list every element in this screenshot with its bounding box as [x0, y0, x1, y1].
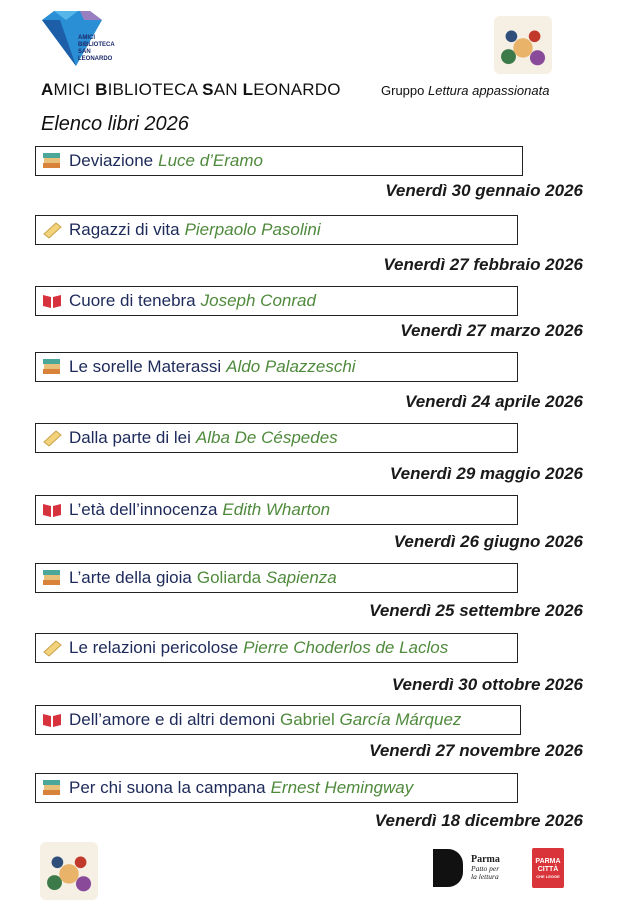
book-title: Dell’amore e di altri demoni [69, 710, 275, 729]
books-stack-icon [41, 357, 63, 377]
association-logo [40, 8, 115, 78]
reading-group-illustration [40, 842, 98, 900]
group-name: Gruppo Lettura appassionata [381, 83, 550, 98]
book-author: Ernest Hemingway [270, 778, 414, 797]
books-stack-icon [41, 568, 63, 588]
book-title: L’arte della gioia [69, 568, 192, 587]
book-author: Alba De Céspedes [195, 428, 338, 447]
book-title: L’età dell’innocenza [69, 500, 218, 519]
logo-text: LEONARDO [78, 56, 113, 62]
book-entry [35, 352, 518, 382]
book-title: Ragazzi di vita [69, 220, 180, 239]
scroll-icon [41, 428, 63, 448]
book-author: Aldo Palazzeschi [226, 357, 356, 376]
book-entry [35, 705, 521, 735]
book-title: Le relazioni pericolose [69, 638, 239, 657]
meeting-date: Venerdì 29 maggio 2026 [389, 464, 583, 483]
open-book-icon [41, 291, 63, 311]
organization-name: AMICI BIBLIOTECA SAN LEONARDO [41, 80, 341, 99]
parma-citta-che-legge-logo: PARMA CITTÀ CHE LEGGE [532, 848, 564, 888]
meeting-date: Venerdì 27 febbraio 2026 [383, 255, 583, 274]
meeting-date: Venerdì 18 dicembre 2026 [374, 811, 583, 830]
books-stack-icon [41, 778, 63, 798]
meeting-date: Venerdì 30 ottobre 2026 [391, 675, 583, 694]
book-entry [35, 423, 518, 453]
book-title: Dalla parte di lei [69, 428, 191, 447]
book-title: Cuore di tenebra [69, 291, 196, 310]
meeting-date: Venerdì 30 gennaio 2026 [385, 181, 583, 200]
book-entry [35, 773, 518, 803]
logo-text: SAN [78, 49, 91, 55]
books-stack-icon [41, 151, 63, 171]
open-book-icon [41, 710, 63, 730]
book-entry [35, 215, 518, 245]
logo-text: AMICI [78, 35, 95, 41]
meeting-date: Venerdì 25 settembre 2026 [369, 601, 583, 620]
meeting-date: Venerdì 27 marzo 2026 [400, 321, 583, 340]
meeting-date: Venerdì 26 giugno 2026 [393, 532, 583, 551]
book-title: Per chi suona la campana [69, 778, 266, 797]
meeting-date: Venerdì 27 novembre 2026 [369, 741, 583, 760]
parma-patto-lettura: Parma Patto per la lettura [471, 854, 500, 881]
book-title: Deviazione [69, 151, 154, 170]
scroll-icon [41, 220, 63, 240]
book-author: Luce d’Eramo [158, 151, 263, 170]
book-author: Gabriel García Márquez [279, 710, 462, 729]
book-author: Joseph Conrad [200, 291, 316, 310]
meeting-date: Venerdì 24 aprile 2026 [405, 392, 583, 411]
logo-text: BIBLIOTECA [78, 42, 115, 48]
open-book-icon [41, 500, 63, 520]
list-title: Elenco libri 2026 [41, 113, 189, 135]
reading-group-illustration [494, 16, 552, 74]
book-author: Pierpaolo Pasolini [184, 220, 321, 239]
parma-logo-p [433, 849, 463, 887]
book-entry [35, 146, 523, 176]
book-author: Pierre Choderlos de Laclos [243, 638, 449, 657]
book-author: Edith Wharton [222, 500, 331, 519]
book-entry [35, 495, 518, 525]
book-author: Goliarda Sapienza [196, 568, 337, 587]
scroll-icon [41, 638, 63, 658]
book-entry [35, 563, 518, 593]
book-entry [35, 286, 518, 316]
book-entry [35, 633, 518, 663]
book-title: Le sorelle Materassi [69, 357, 222, 376]
